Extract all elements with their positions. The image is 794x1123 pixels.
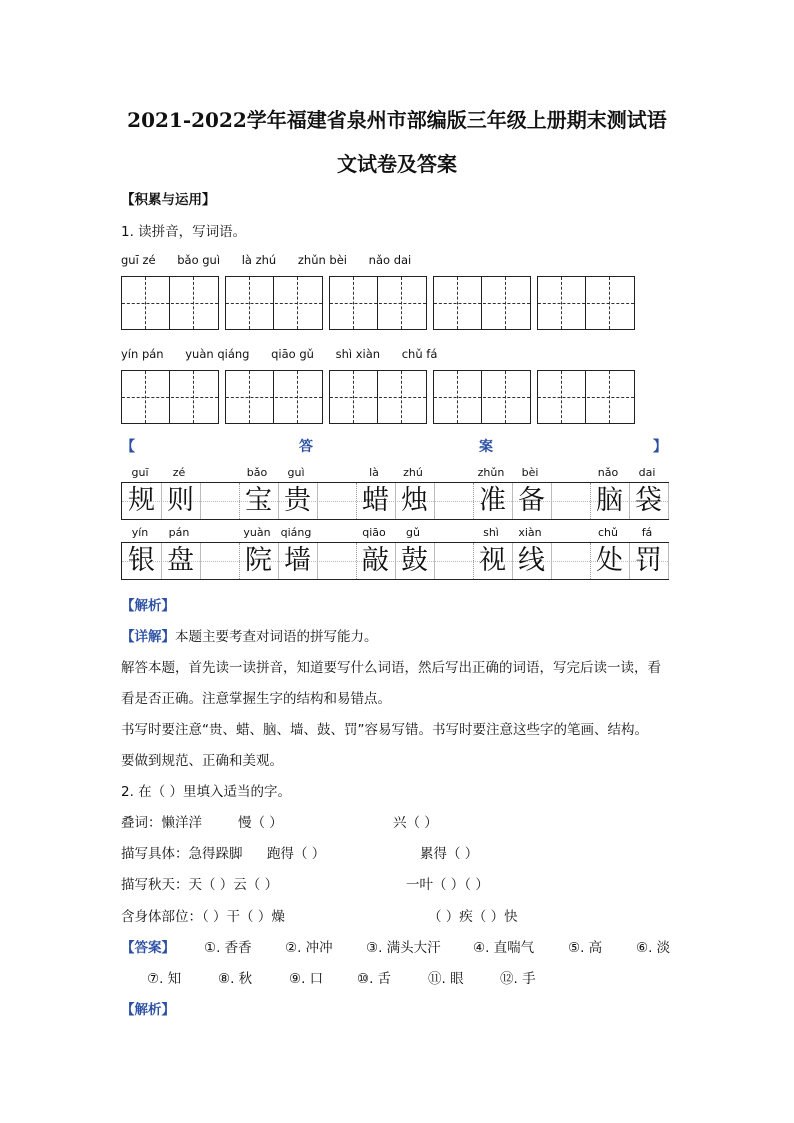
answer-char: 贵	[278, 483, 318, 519]
answer-char-row	[121, 542, 669, 580]
answer-banner-word-2: 案	[479, 439, 493, 455]
answer-pinyin: bǎo	[246, 466, 268, 479]
q2-row-4-label[interactable]: 含身体部位：（ ）干（ ）燥	[121, 909, 285, 925]
answer-pinyin-row	[121, 466, 669, 480]
answer-char: 则	[161, 483, 201, 519]
writing-box[interactable]	[537, 276, 635, 330]
answer-pinyin-row	[121, 526, 669, 540]
q2-row-2-blank-b[interactable]: 累得（ ）	[420, 846, 479, 862]
pinyin-label: là zhú	[241, 253, 277, 267]
answer-blank-cell	[200, 483, 240, 519]
answer-pinyin: bèi	[521, 466, 539, 479]
answer-pinyin: guī	[131, 466, 149, 479]
answer-2-item: ⑪. 眼	[428, 971, 464, 987]
pinyin-label: shì xiàn	[335, 347, 381, 361]
q2-row-1-blank-b[interactable]: 兴（ ）	[393, 815, 438, 831]
answer-char: 院	[239, 543, 279, 579]
answer-char: 规	[122, 483, 162, 519]
answer-char: 宝	[239, 483, 279, 519]
writing-box[interactable]	[121, 276, 219, 330]
section-header: 【积累与运用】	[121, 192, 216, 208]
q2-row-3-label[interactable]: 描写秋天：天（ ）云（ ）	[121, 877, 279, 893]
pinyin-row-2	[121, 347, 455, 361]
answer-2-item: ⑫. 手	[500, 971, 536, 987]
answer-2-item: ②. 冲冲	[285, 940, 333, 956]
writing-box[interactable]	[433, 276, 531, 330]
answer-blank-cell	[317, 483, 357, 519]
pinyin-label: yín pán	[121, 347, 164, 361]
answer-2-item: ⑦. 知	[147, 971, 182, 987]
answer-2-item: ④. 直喘气	[473, 940, 535, 956]
q2-row-3-blank-b[interactable]: 一叶（ ）（ ）	[406, 877, 489, 893]
answer-2-item: ⑤. 高	[568, 940, 603, 956]
answer-blank-cell	[200, 543, 240, 579]
writing-box[interactable]	[329, 276, 427, 330]
answer-2-item: ⑧. 秋	[218, 971, 253, 987]
question-1-prompt: 1. 读拼音，写词语。	[121, 224, 247, 240]
answer-pinyin: nǎo	[597, 466, 619, 479]
answer-char: 蜡	[356, 483, 396, 519]
answer-char: 墙	[278, 543, 318, 579]
answer-banner	[121, 436, 667, 456]
answer-pinyin: pán	[168, 526, 190, 539]
answer-char: 准	[473, 483, 513, 519]
writing-box[interactable]	[329, 370, 427, 424]
detail-text: 本题主要考查对词语的拼写能力。	[175, 629, 378, 645]
answer-blank-cell	[317, 543, 357, 579]
writing-box[interactable]	[537, 370, 635, 424]
pinyin-label: qiāo gǔ	[271, 347, 314, 361]
writing-box[interactable]	[121, 370, 219, 424]
answer-2-item: ①. 香香	[204, 940, 252, 956]
answer-blank-cell	[434, 483, 474, 519]
answer-2-item: ⑥. 淡	[636, 940, 671, 956]
answer-char: 脑	[590, 483, 630, 519]
pinyin-label: zhǔn bèi	[297, 253, 348, 267]
answer-2-item: ⑨. 口	[289, 971, 324, 987]
q2-row-1-label: 叠词：懒洋洋	[121, 815, 202, 831]
writing-box[interactable]	[225, 276, 323, 330]
answer-grid	[121, 466, 669, 586]
answer-pinyin: gǔ	[406, 526, 420, 539]
writing-box[interactable]	[225, 370, 323, 424]
detail-line-3: 看是否正确。注意掌握生字的结构和易错点。	[121, 691, 391, 707]
answer-blank-cell	[434, 543, 474, 579]
page-title-line-1: 2021-2022学年福建省泉州市部编版三年级上册期末测试语	[127, 108, 667, 132]
page-title-line-2: 文试卷及答案	[337, 152, 457, 176]
detail-label: 【详解】	[121, 629, 175, 645]
answer-banner-close: 】	[653, 439, 667, 455]
answer-pinyin: guì	[287, 466, 305, 479]
answer-char: 银	[122, 543, 162, 579]
answer-blank-cell	[551, 543, 591, 579]
answer-char: 袋	[629, 483, 669, 519]
answer-pinyin: qiāo	[362, 526, 386, 539]
q2-row-2-label: 描写具体：急得跺脚	[121, 846, 243, 862]
q2-row-1-blank-a[interactable]: 慢（ ）	[238, 815, 283, 831]
answer-pinyin: zhú	[403, 466, 423, 479]
answer-pinyin: là	[369, 466, 379, 479]
answer-pinyin: dai	[638, 466, 656, 479]
answer-pinyin: qiáng	[280, 526, 312, 539]
pinyin-label: guī zé	[121, 253, 156, 267]
pinyin-label: nǎo dai	[368, 253, 412, 267]
detail-line-5: 要做到规范、正确和美观。	[121, 753, 283, 769]
answer-char: 烛	[395, 483, 435, 519]
pinyin-label: yuàn qiáng	[185, 347, 250, 361]
answer-pinyin: shì	[483, 526, 499, 539]
answer-pinyin: chǔ	[598, 526, 618, 539]
answer-char: 鼓	[395, 543, 435, 579]
detail-line-1	[121, 625, 378, 645]
question-2-prompt: 2. 在（ ）里填入适当的字。	[121, 784, 291, 800]
answer-char: 敲	[356, 543, 396, 579]
answer-char: 处	[590, 543, 630, 579]
q2-row-4-blank-b[interactable]: （ ）疾（ ）快	[428, 909, 518, 925]
answer-pinyin: zhǔn	[477, 466, 505, 479]
answer-char: 视	[473, 543, 513, 579]
answer-char: 线	[512, 543, 552, 579]
answer-char: 盘	[161, 543, 201, 579]
answer-banner-open: 【	[121, 439, 135, 455]
pinyin-label: chǔ fá	[401, 347, 438, 361]
answer-pinyin: yuàn	[243, 526, 271, 539]
answer-pinyin: xiàn	[518, 526, 542, 539]
writing-box[interactable]	[433, 370, 531, 424]
answer-pinyin: yín	[131, 526, 149, 539]
q2-row-2-blank-a[interactable]: 跑得（ ）	[267, 846, 326, 862]
answer-char-row	[121, 482, 669, 520]
pinyin-label: bǎo guì	[177, 253, 221, 267]
answer-char: 备	[512, 483, 552, 519]
analysis-label: 【解析】	[121, 598, 175, 614]
answer-2-item: ⑩. 舌	[357, 971, 392, 987]
answer-banner-word-1: 答	[299, 439, 313, 455]
answer-pinyin: zé	[172, 466, 186, 479]
answer-2-line-1	[0, 936, 794, 956]
answer-2-label: 【答案】	[121, 940, 175, 956]
answer-pinyin: fá	[641, 526, 653, 539]
analysis-2-label: 【解析】	[121, 1002, 175, 1018]
answer-char: 罚	[629, 543, 669, 579]
detail-line-2: 解答本题，首先读一读拼音，知道要写什么词语，然后写出正确的词语，写完后读一读，看	[121, 660, 661, 676]
answer-blank-cell	[551, 483, 591, 519]
pinyin-row-1	[121, 253, 429, 267]
detail-line-4: 书写时要注意“贵、蜡、脑、墙、鼓、罚”容易写错。书写时要注意这些字的笔画、结构。	[121, 722, 648, 738]
answer-2-line-2	[0, 967, 794, 987]
answer-2-item: ③. 满头大汗	[366, 940, 441, 956]
